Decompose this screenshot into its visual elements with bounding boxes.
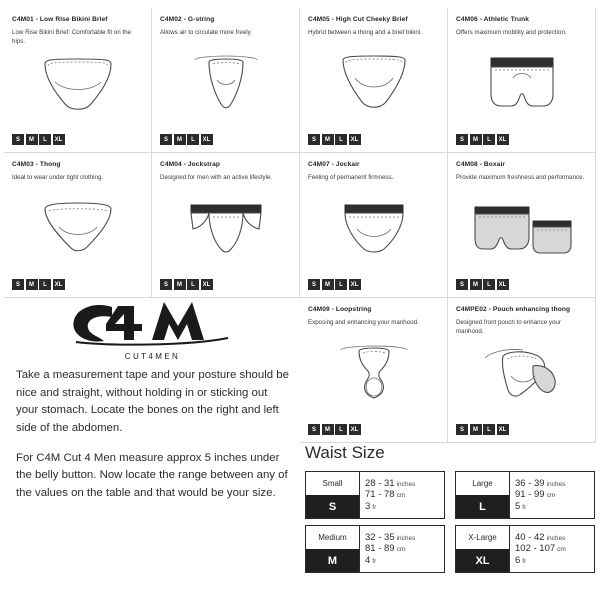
size-badge: XL [53, 279, 65, 290]
size-badge: XL [497, 424, 509, 435]
jockair-icon [331, 195, 417, 261]
product-description: Designed for men with an active lifestyle. [160, 173, 273, 181]
product-code: C4M01 - Low Rise Bikini Brief [12, 16, 108, 23]
inches-unit: inches [396, 534, 416, 542]
size-badges [308, 424, 362, 435]
size-abbr: M [306, 549, 359, 572]
thong-icon [35, 195, 121, 261]
inches-unit: inches [396, 480, 416, 488]
size-abbr: XL [456, 549, 509, 572]
product-code: C4M07 - Jockair [308, 161, 360, 168]
garment-illustration [308, 192, 439, 264]
product-card[interactable] [300, 298, 448, 443]
cm-unit: cm [396, 492, 406, 500]
product-card[interactable] [448, 153, 596, 298]
size-badge: XL [349, 424, 361, 435]
size-badge: L [483, 424, 495, 435]
size-badge: L [39, 134, 51, 145]
size-abbr: L [456, 495, 509, 518]
size-label [306, 526, 360, 572]
size-badge: XL [201, 279, 213, 290]
garment-illustration [456, 192, 587, 264]
garment-illustration [12, 49, 143, 121]
size-badge: L [483, 134, 495, 145]
product-card[interactable] [448, 298, 596, 443]
size-badge: M [174, 279, 186, 290]
bikini-brief-icon [35, 52, 121, 118]
size-name: Small [322, 479, 343, 488]
inches-value: 40 - 42 [515, 531, 545, 543]
product-code: C4M06 - Athletic Trunk [456, 16, 530, 23]
size-badge: M [26, 279, 38, 290]
garment-illustration [456, 47, 587, 119]
cm-unit: cm [557, 546, 566, 554]
brand-and-instructions [10, 300, 295, 503]
size-badge: XL [497, 279, 509, 290]
size-row-medium [305, 525, 445, 573]
inches-value: 28 - 31 [365, 477, 395, 489]
product-description: Feeling of permanent firmness. [308, 173, 394, 181]
instruction-paragraph-2: For C4M Cut 4 Men measure approx 5 inches under the belly button. Now locate the range between any of the values on the table and that would be your size. [16, 451, 288, 500]
size-badge: M [174, 134, 186, 145]
size-badge: S [12, 134, 24, 145]
size-badge: XL [349, 134, 361, 145]
cm-unit: cm [396, 546, 406, 554]
size-badges [160, 134, 214, 145]
product-code: C4MPE02 - Pouch enhancing thong [456, 306, 571, 313]
cm-value: 91 - 99 [515, 489, 545, 501]
product-description: Low Rise Bikini Brief: Comfortable fit on the hips. [12, 28, 131, 45]
size-badge: M [322, 134, 334, 145]
size-badges [456, 279, 510, 290]
size-badges [160, 279, 214, 290]
size-name: Large [472, 479, 493, 488]
waist-size-title: Waist Size [305, 443, 385, 462]
product-description: Exposing and enhancing your manhood. [308, 318, 419, 326]
jockstrap-icon [183, 195, 269, 261]
size-badges [308, 279, 362, 290]
product-code: C4M03 - Thong [12, 161, 61, 168]
cm-value: 71 - 78 [365, 489, 395, 501]
size-row-xlarge [455, 525, 595, 573]
size-badge: L [187, 279, 199, 290]
size-badge: L [39, 279, 51, 290]
inches-value: 32 - 35 [365, 531, 395, 543]
waist-size-section [305, 443, 595, 573]
fr-unit: fr [372, 503, 377, 511]
size-badge: S [308, 279, 320, 290]
size-badge: XL [201, 134, 213, 145]
size-badge: L [187, 134, 199, 145]
size-badge: S [160, 279, 172, 290]
size-badge: L [335, 279, 347, 290]
product-card[interactable] [300, 8, 448, 153]
size-values [510, 472, 594, 518]
garment-illustration [160, 192, 291, 264]
product-card[interactable] [4, 153, 152, 298]
size-badge: XL [349, 279, 361, 290]
size-badge: XL [53, 134, 65, 145]
size-badge: S [308, 424, 320, 435]
cm-unit: cm [546, 492, 556, 500]
size-label [456, 472, 510, 518]
athletic-trunk-icon [477, 50, 567, 116]
product-description: Provide maximum freshness and performance. [456, 173, 585, 181]
size-values [360, 472, 444, 518]
size-badges [308, 134, 362, 145]
size-badge: L [335, 424, 347, 435]
size-name: Medium [318, 533, 347, 542]
inches-unit: inches [546, 480, 566, 488]
inches-value: 36 - 39 [515, 477, 545, 489]
size-badge: S [12, 279, 24, 290]
brand-tagline: CUT4MEN [124, 352, 181, 361]
product-code: C4M02 - G-string [160, 16, 215, 23]
product-description: Allows air to circulate more freely. [160, 28, 253, 36]
garment-illustration [308, 47, 439, 119]
size-row-small [305, 471, 445, 519]
size-badge: M [470, 134, 482, 145]
size-badge: M [26, 134, 38, 145]
product-card[interactable] [152, 153, 300, 298]
product-description: Designed front pouch to enhance your manhood. [456, 318, 561, 335]
garment-illustration [308, 337, 439, 409]
fr-value: 5 [515, 500, 521, 512]
size-badge: XL [497, 134, 509, 145]
size-badge: M [470, 424, 482, 435]
size-label [306, 472, 360, 518]
product-code: C4M05 - High Cut Cheeky Brief [308, 16, 408, 23]
size-badge: L [483, 279, 495, 290]
fr-value: 3 [365, 500, 371, 512]
size-badges [12, 279, 66, 290]
product-card[interactable] [448, 8, 596, 153]
product-code: C4M08 - Boxair [456, 161, 506, 168]
product-description: Offers maximum mobility and protection. [456, 28, 567, 36]
size-name: X-Large [468, 533, 497, 542]
size-table [305, 471, 595, 573]
measurement-instructions [10, 367, 295, 503]
boxair-icon [467, 195, 577, 261]
cm-value: 102 - 107 [515, 543, 556, 555]
size-values [360, 526, 444, 572]
fr-unit: fr [522, 503, 527, 511]
instruction-paragraph-1: Take a measurement tape and your posture should be nice and straight, without holding in or sticking out your stomach. Locate the bones on the right and left side of the abdomen. [16, 369, 289, 435]
size-badge: M [470, 279, 482, 290]
size-badge: S [456, 424, 468, 435]
size-badge: M [322, 279, 334, 290]
size-badge: S [456, 279, 468, 290]
size-badge: S [456, 134, 468, 145]
size-badge: S [308, 134, 320, 145]
size-badges [456, 134, 510, 145]
cheeky-brief-icon [331, 50, 417, 116]
cm-value: 81 - 89 [365, 543, 395, 555]
product-description: Hybrid between a thong and a brief bikini. [308, 28, 422, 36]
size-badge: L [335, 134, 347, 145]
size-badge: S [160, 134, 172, 145]
product-card[interactable] [152, 8, 300, 153]
garment-illustration [456, 339, 587, 411]
pouch-thong-icon [477, 342, 567, 408]
size-badges [456, 424, 510, 435]
c4m-logo-icon [68, 300, 238, 346]
size-label [456, 526, 510, 572]
fr-unit: fr [372, 557, 377, 565]
brand-logo [10, 300, 295, 361]
size-badges [12, 134, 66, 145]
product-description: Ideal to wear under tight clothing. [12, 173, 104, 181]
garment-illustration [12, 192, 143, 264]
loopstring-icon [331, 340, 417, 406]
fr-value: 6 [515, 554, 521, 566]
garment-illustration [160, 47, 291, 119]
size-row-large [455, 471, 595, 519]
size-abbr: S [306, 495, 359, 518]
inches-unit: inches [546, 534, 566, 542]
product-card[interactable] [300, 153, 448, 298]
product-card[interactable] [4, 8, 152, 153]
g-string-icon [183, 50, 269, 116]
product-code: C4M09 - Loopstring [308, 306, 372, 313]
fr-unit: fr [522, 557, 527, 565]
fr-value: 4 [365, 554, 371, 566]
product-code: C4M04 - Jockstrap [160, 161, 220, 168]
size-values [510, 526, 594, 572]
size-badge: M [322, 424, 334, 435]
